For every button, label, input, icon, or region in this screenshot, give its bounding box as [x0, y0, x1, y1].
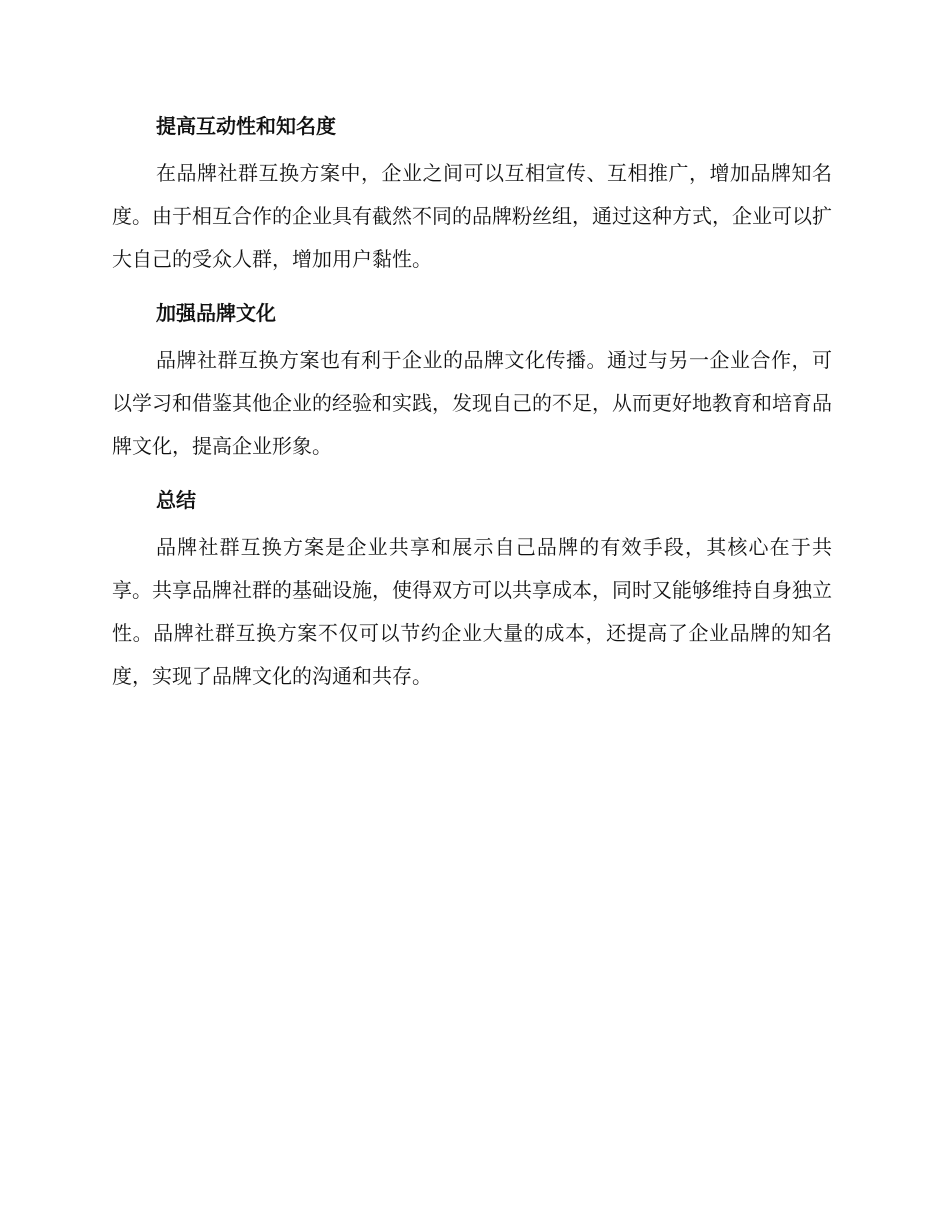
document-page — [112, 108, 832, 712]
section-summary — [112, 482, 832, 698]
section-heading: 总结 — [156, 488, 196, 512]
section-heading: 加强品牌文化 — [156, 301, 276, 325]
section-brand-culture — [112, 295, 832, 468]
section-paragraph: 品牌社群互换方案是企业共享和展示自己品牌的有效手段，其核心在于共享。共享品牌社群的基础设施，使得双方可以共享成本，同时又能够维持自身独立性。品牌社群互换方案不仅可以节约企业大量的成本，还提高了企业品牌的知名度，实现了品牌文化的沟通和共存。 — [112, 535, 832, 688]
section-heading: 提高互动性和知名度 — [156, 114, 336, 138]
section-paragraph: 品牌社群互换方案也有利于企业的品牌文化传播。通过与另一企业合作，可以学习和借鉴其他企业的经验和实践，发现自己的不足，从而更好地教育和培育品牌文化，提高企业形象。 — [112, 348, 832, 458]
section-paragraph: 在品牌社群互换方案中，企业之间可以互相宣传、互相推广，增加品牌知名度。由于相互合作的企业具有截然不同的品牌粉丝组，通过这种方式，企业可以扩大自己的受众人群，增加用户黏性。 — [112, 161, 832, 271]
section-interaction-awareness — [112, 108, 832, 281]
